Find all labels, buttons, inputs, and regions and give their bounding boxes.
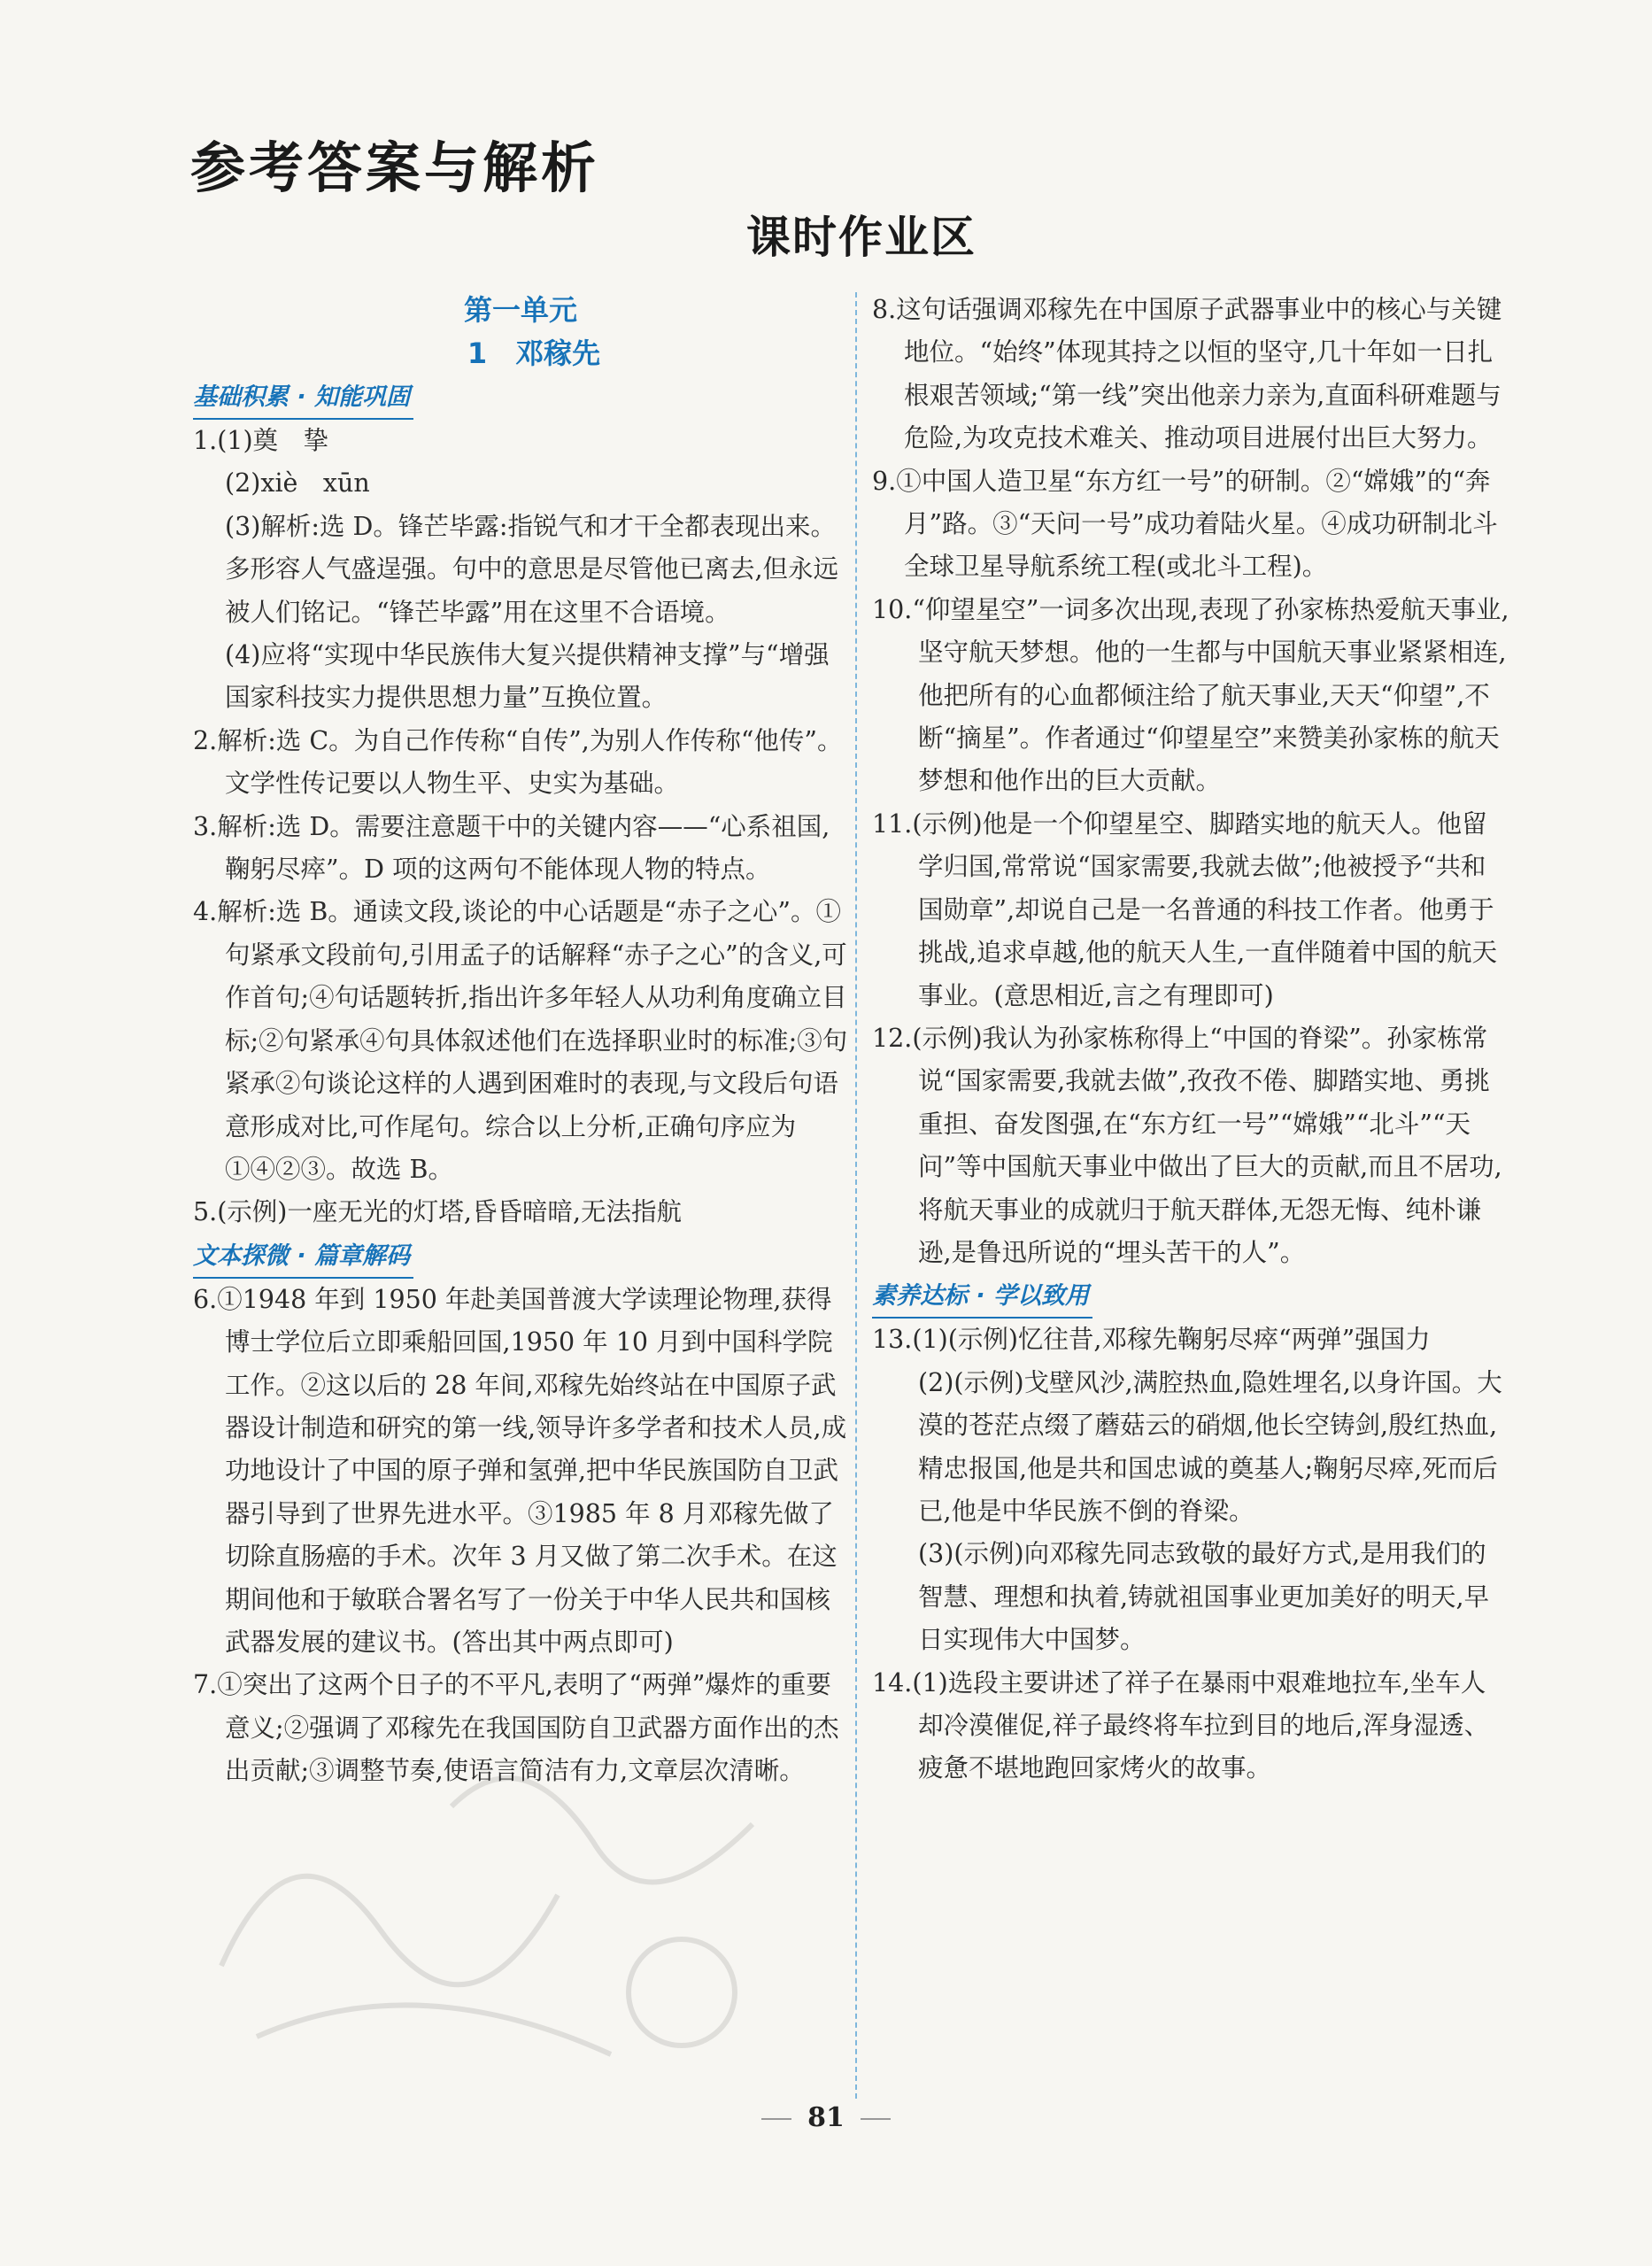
answer-1-4: (4)应将“实现中华民族伟大复兴提供精神支撑”与“增强国家科技实力提供思想力量”互换位置。 — [225, 640, 830, 713]
left-column — [193, 289, 848, 1793]
answer-8: 8.这句话强调邓稼先在中国原子武器事业中的核心与关键地位。“始终”体现其持之以恒的坚守,几十年如一日扎根艰苦领域;“第一线”突出他亲力亲为,直面科研难题与危险,为攻克技术难关、推动项目进展付出巨大努力。 — [872, 295, 1502, 453]
lesson-title: 1 邓稼先 — [467, 336, 601, 370]
answer-11: 11.(示例)他是一个仰望星空、脚踏实地的航天人。他留学归国,常常说“国家需要,我就去做”;他被授予“共和国勋章”,却说自己是一名普通的科技工作者。他勇于挑战,追求卓越,他的航天人生,一直伴随着中国的航天事业。(意思相近,言之有理即可) — [872, 808, 1498, 1010]
unit-title: 第一单元 — [463, 293, 577, 327]
answer-4: 4.解析:选 B。通读文段,谈论的中心话题是“赤子之心”。①句紧承文段前句,引用孟子的话解释“赤子之心”的含义,可作首句;④句话题转折,指出许多年轻人从功利角度确立目标;②句紧承④句具体叙述他们在选择职业时的标准;③句紧承②句谈论这样的人遇到困难时的表现,与文段后句语意形成对比,可作尾句。综合以上分析,正确句序应为①④②③。故选 B。 — [193, 897, 848, 1184]
section-subtitle: 课时作业区 — [746, 212, 977, 263]
answer-12: 12.(示例)我认为孙家栋称得上“中国的脊梁”。孙家栋常说“国家需要,我就去做”,孜孜不倦、脚踏实地、勇挑重担、奋发图强,在“东方红一号”“嫦娥”“北斗”“天问”等中国航天事业中做出了巨大的贡献,而且不居功,将航天事业的成就归于航天群体,无怨无悔、纯朴谦逊,是鲁迅所说的“埋头苦干的人”。 — [872, 1023, 1502, 1267]
answer-14-1: 14.(1)选段主要讲述了祥子在暴雨中艰难地拉车,坐车人却冷漠催促,祥子最终将车拉到目的地后,浑身湿透、疲惫不堪地跑回家烤火的故事。 — [872, 1667, 1490, 1783]
answer-9: 9.①中国人造卫星“东方红一号”的研制。②“嫦娥”的“奔月”路。③“天问一号”成功着陆火星。④成功研制北斗全球卫星导航系统工程(或北斗工程)。 — [872, 466, 1498, 582]
answer-1-3: (3)解析:选 D。锋芒毕露:指锐气和才干全都表现出来。多形容人气盛逞强。句中的意思是尽管他已离去,但永远被人们铭记。“锋芒毕露”用在这里不合语境。 — [225, 511, 839, 627]
answer-13-3: (3)(示例)向邓稼先同志致敬的最好方式,是用我们的智慧、理想和执着,铸就祖国事业更加美好的明天,早日实现伟大中国梦。 — [918, 1539, 1490, 1655]
column-divider — [855, 292, 857, 2099]
page-number: 81 — [0, 2102, 1652, 2133]
answer-1-1: 1.(1)奠 挚 — [193, 426, 329, 455]
answer-1-2: (2)xiè xūn — [225, 468, 370, 499]
answer-3: 3.解析:选 D。需要注意题干中的关键内容——“心系祖国,鞠躬尽瘁”。D 项的这两句不能体现人物的特点。 — [193, 811, 830, 885]
answer-7: 7.①突出了这两个日子的不平凡,表明了“两弹”爆炸的重要意义;②强调了邓稼先在我国国防自卫武器方面作出的杰出贡献;③调整节奏,使语言简洁有力,文章层次清晰。 — [193, 1670, 839, 1786]
section-heading-basics: 基础积累 · 知能巩固 — [193, 377, 413, 420]
answer-2: 2.解析:选 C。为自己作传称“自传”,为别人作传称“他传”。文学性传记要以人物生平、史实为基础。 — [193, 725, 843, 799]
page-title: 参考答案与解析 — [190, 135, 600, 200]
section-heading-literacy: 素养达标 · 学以致用 — [872, 1276, 1092, 1319]
answer-5: 5.(示例)一座无光的灯塔,昏昏暗暗,无法指航 — [193, 1197, 683, 1227]
answer-13-1: 13.(1)(示例)忆往昔,邓稼先鞠躬尽瘁“两弹”强国力 — [872, 1325, 1431, 1355]
section-heading-text: 文本探微 · 篇章解码 — [193, 1236, 413, 1279]
answer-6: 6.①1948 年到 1950 年赴美国普渡大学读理论物理,获得博士学位后立即乘船回国,1950 年 10 月到中国科学院工作。②这以后的 28 年间,邓稼先始终站在中国原子武器设计制造和研究的第一线,领导许多学者和技术人员,成功地设计了中国的原子弹和氢弹,把中华民族国防自卫武器引导到了世界先进水平。③1985 年 8 月邓稼先做了切除直肠癌的手术。次年 3 月又做了第二次手术。在这期间他和于敏联合署名写了一份关于中华人民共和国核武器发展的建议书。(答出其中两点即可) — [193, 1284, 847, 1657]
answer-13-2: (2)(示例)戈壁风沙,满腔热血,隐姓埋名,以身许国。大漠的苍茫点缀了蘑菇云的硝烟,他长空铸剑,殷红热血,精忠报国,他是共和国忠诚的奠基人;鞠躬尽瘁,死而后已,他是中华民族不倒的脊梁。 — [918, 1367, 1502, 1526]
right-column — [872, 289, 1509, 1790]
answer-10: 10.“仰望星空”一词多次出现,表现了孙家栋热爱航天事业,坚守航天梦想。他的一生都与中国航天事业紧紧相连,他把所有的心血都倾注给了航天事业,天天“仰望”,不断“摘星”。作者通过“仰望星空”来赞美孙家栋的航天梦想和他作出的巨大贡献。 — [872, 594, 1509, 796]
